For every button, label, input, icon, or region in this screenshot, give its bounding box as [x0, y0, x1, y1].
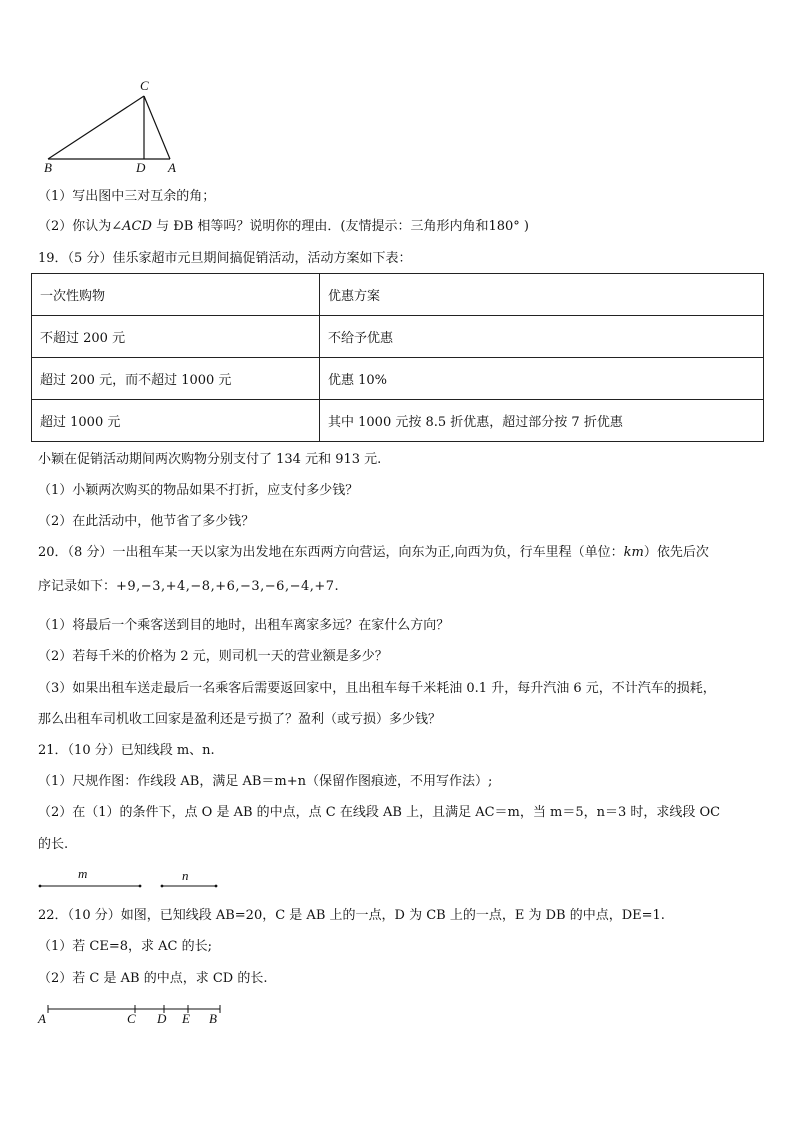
- table-cell: 超过 200 元，而不超过 1000 元: [32, 358, 320, 400]
- point-label-a: A: [38, 1011, 46, 1026]
- q21-part2-line1: （2）在（1）的条件下，点 O 是 AB 的中点，点 C 在线段 AB 上，且满足 AC＝m，当 m＝5，n＝3 时，求线段 OC: [38, 805, 721, 820]
- q20-title: [38, 544, 709, 562]
- unit-km: km: [623, 545, 644, 560]
- table-row: [32, 316, 764, 358]
- q22-part1: （1）若 CE=8，求 AC 的长;: [38, 939, 212, 954]
- q18-part2: [38, 218, 529, 236]
- vertex-label-d: D: [136, 160, 146, 175]
- q22-part2: （2）若 C 是 AB 的中点，求 CD 的长.: [38, 971, 268, 986]
- mileage-record: +9,−3,+4,−8,+6,−3,−6,−4,+7: [116, 579, 335, 594]
- table-cell: 其中 1000 元按 8.5 折优惠，超过部分按 7 折优惠: [320, 400, 764, 442]
- table-header-cell: 优惠方案: [320, 274, 764, 316]
- q20-title-prefix: 20．（8 分）一出租车某一天以家为出发地在东西两方向营运，向东为正,向西为负，行车里程（单位：: [38, 545, 624, 560]
- q20-record-prefix: 序记录如下：: [38, 579, 117, 594]
- q21-part2-line2: 的长.: [38, 837, 69, 852]
- q22-title: 22．（10 分）如图，已知线段 AB=20，C 是 AB 上的一点，D 为 CB 上的一点，E 为 DB 的中点，DE=1.: [38, 908, 665, 923]
- q20-record-end: .: [334, 579, 339, 594]
- vertex-label-b: B: [44, 160, 52, 175]
- point-label-d: D: [157, 1011, 167, 1026]
- point-label-b: B: [209, 1011, 217, 1026]
- table-cell: 优惠 10%: [320, 358, 764, 400]
- table-cell: 超过 1000 元: [32, 400, 320, 442]
- table-row: [32, 400, 764, 442]
- angle-acd: ∠ACD: [111, 219, 152, 234]
- table-cell: 不给予优惠: [320, 316, 764, 358]
- q20-record: [38, 578, 339, 596]
- point-label-c: C: [127, 1011, 136, 1026]
- q20-part2: （2）若每千米的价格为 2 元，则司机一天的营业额是多少？: [38, 649, 388, 664]
- q18-part2-prefix: （2）你认为: [38, 219, 112, 234]
- table-cell: 不超过 200 元: [32, 316, 320, 358]
- vertex-label-a: A: [168, 160, 176, 175]
- q19-title: 19．（5 分）佳乐家超市元旦期间搞促销活动，活动方案如下表：: [38, 251, 412, 266]
- q20-part1: （1）将最后一个乘客送到目的地时，出租车离家多远？在家什么方向？: [38, 618, 450, 633]
- vertex-label-c: C: [140, 78, 149, 93]
- segment-label-m: m: [78, 866, 88, 881]
- q19-note: 小颖在促销活动期间两次购物分别支付了 134 元和 913 元.: [38, 452, 382, 467]
- q21-part1: （1）尺规作图：作线段 AB，满足 AB＝m+n（保留作图痕迹，不用写作法）;: [38, 774, 493, 789]
- q20-title-suffix: ）依先后次: [643, 545, 709, 560]
- q21-title: 21．（10 分）已知线段 m、n.: [38, 743, 215, 758]
- table-header-cell: 一次性购物: [32, 274, 320, 316]
- q18-part1: （1）写出图中三对互余的角；: [38, 189, 216, 204]
- table-header-row: [32, 274, 764, 316]
- q18-part2-suffix: 与 ÐB 相等吗？说明你的理由．(友情提示：三角形内角和180° ): [151, 219, 529, 234]
- promo-table: [31, 273, 764, 442]
- table-row: [32, 358, 764, 400]
- segments-m-n-figure: [36, 880, 236, 892]
- q20-part3-line1: （3）如果出租车送走最后一名乘客后需要返回家中，且出租车每千米耗油 0.1 升，每升汽油 6 元，不计汽车的损耗，: [38, 681, 716, 696]
- triangle-figure: [38, 78, 188, 178]
- segment-label-n: n: [182, 868, 189, 883]
- q19-part2: （2）在此活动中，他节省了多少钱？: [38, 514, 255, 529]
- point-label-e: E: [182, 1011, 190, 1026]
- q20-part3-line2: 那么出租车司机收工回家是盈利还是亏损了？盈利（或亏损）多少钱？: [38, 712, 442, 727]
- q19-part1: （1）小颖两次购买的物品如果不打折，应支付多少钱？: [38, 483, 359, 498]
